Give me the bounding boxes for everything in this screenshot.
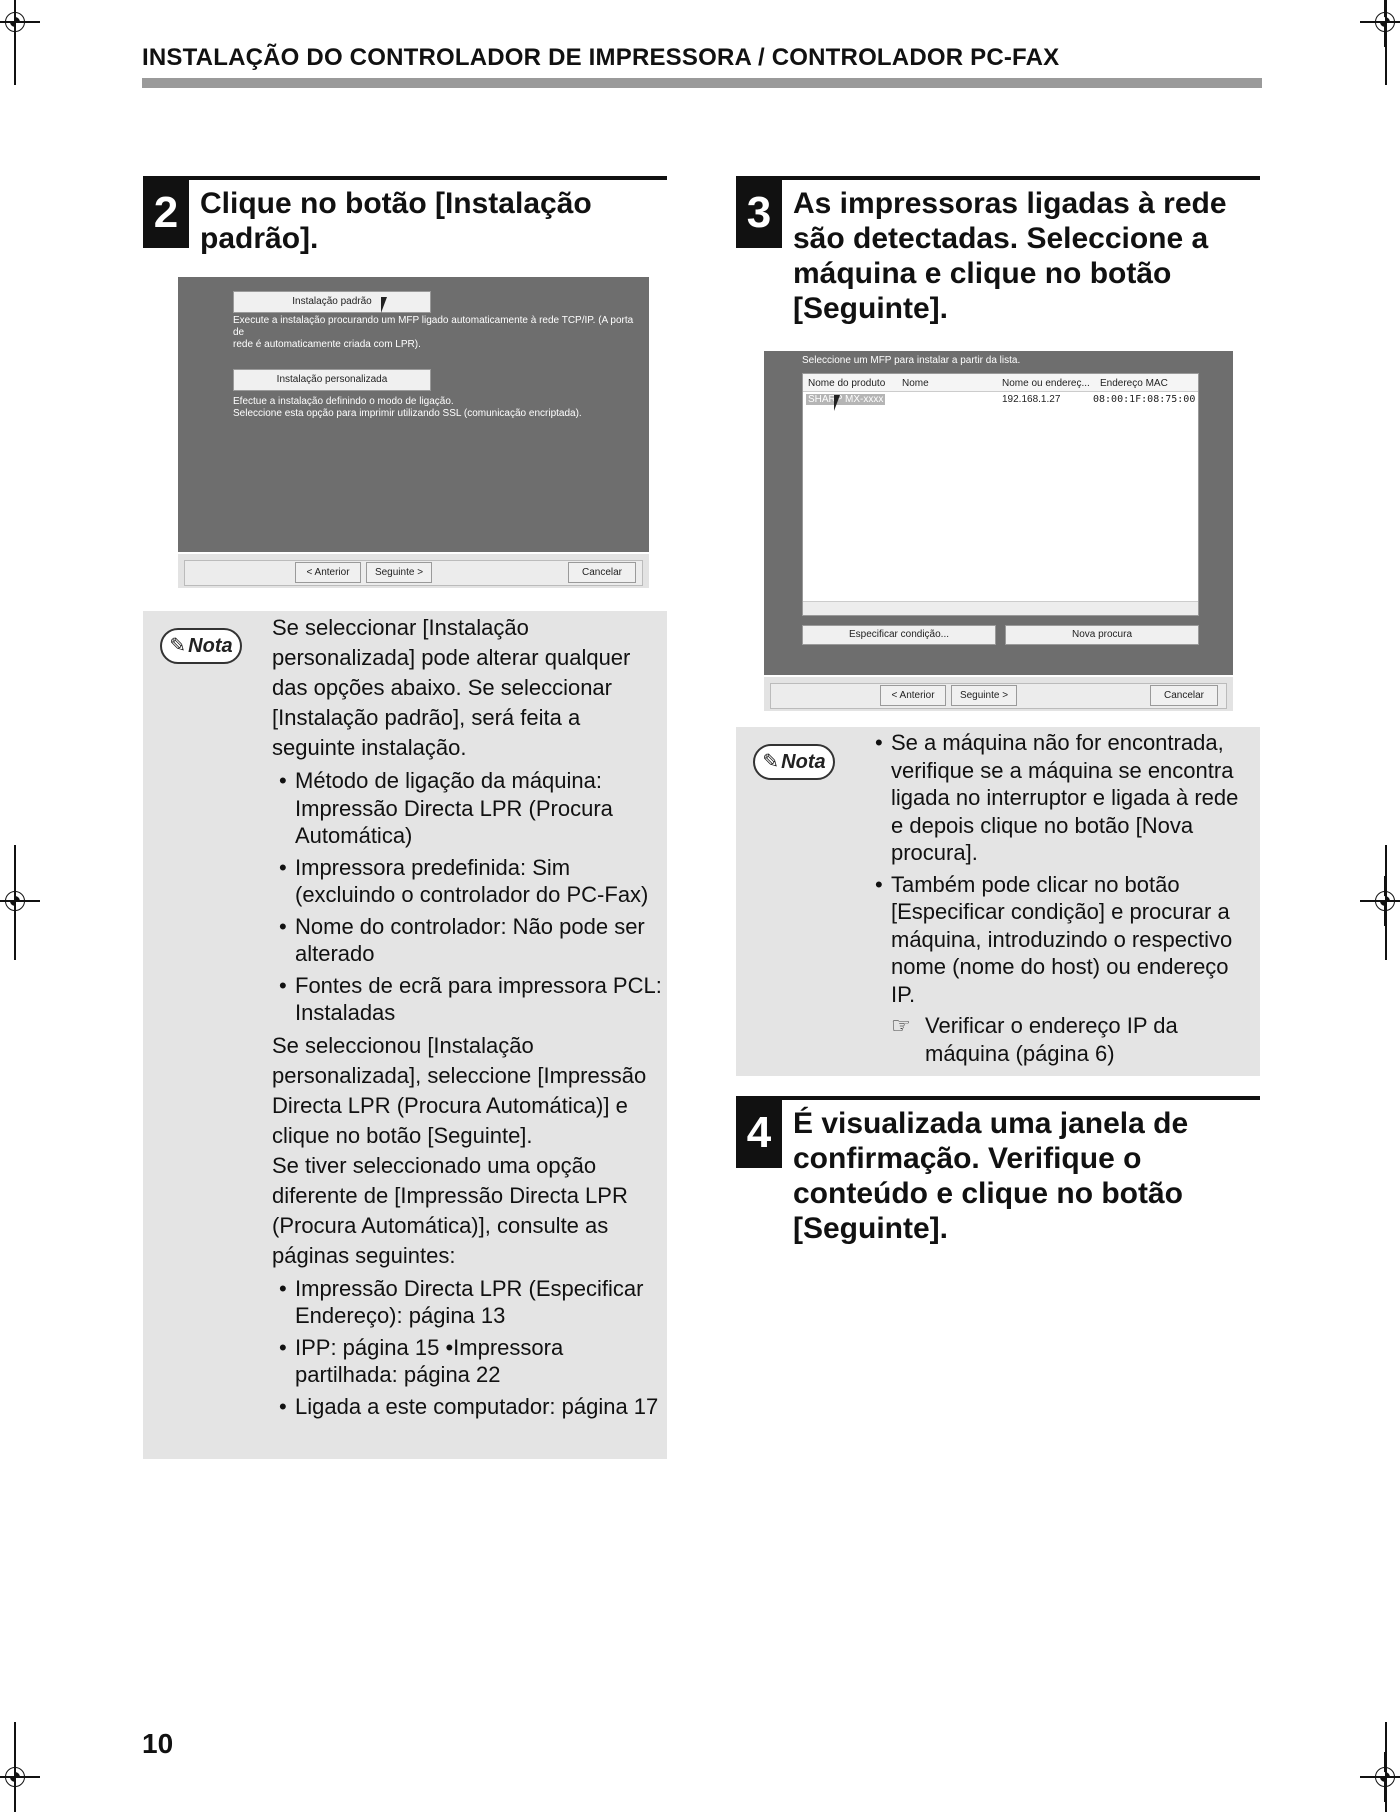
wizard-button-bar [764, 675, 1233, 711]
header-rule [142, 78, 1262, 88]
note-text [272, 613, 662, 1424]
back-button[interactable]: < Anterior [295, 562, 361, 583]
step-line: [Seguinte]. [793, 1212, 948, 1245]
nota-badge [160, 628, 242, 664]
step-number: 4 [736, 1100, 782, 1168]
custom-install-button[interactable]: Instalação personalizada [233, 369, 431, 391]
column-header[interactable]: Endereço MAC [1100, 378, 1168, 389]
mouse-cursor-icon [834, 395, 846, 411]
page-header-title: INSTALAÇÃO DO CONTROLADOR DE IMPRESSORA / CONTROLADOR PC-FAX [142, 44, 1060, 71]
step-line: conteúdo e clique no botão [793, 1177, 1183, 1210]
list-item: • Se a máquina não for encontrada, verifique se a máquina se encontra ligada no interruptor e ligada à rede e depois clique no botão [Nova procura]. [868, 729, 1256, 867]
crop-line [14, 845, 16, 960]
list-item: • Impressão Directa LPR (Especificar Endereço): página 13 [272, 1275, 662, 1330]
screenshot-install-type [178, 277, 649, 588]
crop-line [14, 1722, 16, 1812]
list-item: • Ligada a este computador: página 17 [272, 1393, 662, 1421]
step-line: [Seguinte]. [793, 292, 948, 325]
cell-address: 192.168.1.27 [1002, 394, 1061, 405]
step-number: 2 [143, 180, 189, 248]
note-box-step-3 [736, 727, 1260, 1076]
nota-label: Nota [781, 751, 826, 773]
column-header[interactable]: Nome ou endereç... [1002, 378, 1090, 389]
next-button[interactable]: Seguinte > [366, 562, 432, 583]
list-item: • Método de ligação da máquina: Impressão Directa LPR (Procura Automática) [272, 767, 662, 850]
cell-mac: 08:00:1F:08:75:00 [1093, 394, 1196, 405]
step-line: confirmação. Verifique o [793, 1142, 1142, 1175]
desc-line: Seleccione esta opção para imprimir utilizando SSL (comunicação encriptada). [233, 408, 582, 419]
crop-line [1385, 0, 1387, 85]
new-search-button[interactable]: Nova procura [1005, 625, 1199, 645]
standard-install-button[interactable]: Instalação padrão [233, 291, 431, 313]
cancel-button[interactable]: Cancelar [568, 562, 636, 583]
step-line: As impressoras ligadas à rede [793, 187, 1227, 220]
desc-line: Execute a instalação procurando um MFP ligado automaticamente à rede TCP/IP. (A porta de [233, 315, 634, 338]
horizontal-scrollbar[interactable] [803, 601, 1198, 615]
step-line: máquina e clique no botão [793, 257, 1172, 290]
note-bullet-list [272, 1275, 662, 1421]
screenshot-printer-list [764, 351, 1233, 711]
pointing-hand-icon: ☞ [891, 1013, 911, 1038]
note-text [868, 729, 1256, 1067]
desc-line: Efectue a instalação definindo o modo de ligação. [233, 396, 454, 407]
column-header[interactable]: Nome do produto [808, 378, 886, 389]
list-item: • Nome do controlador: Não pode ser alterado [272, 913, 662, 968]
list-item: • IPP: página 15 •Impressora partilhada: página 22 [272, 1334, 662, 1389]
pencil-icon: ✎ [169, 635, 187, 657]
custom-install-description [233, 396, 643, 420]
step-line: padrão]. [200, 222, 319, 255]
step-3-heading [736, 176, 1260, 326]
list-item: • Também pode clicar no botão [Especificar condição] e procurar a máquina, introduzindo o respectivo nome (nome do host) ou endereço IP. [868, 871, 1256, 1009]
step-2-heading [143, 176, 667, 256]
next-button[interactable]: Seguinte > [951, 685, 1017, 706]
table-row[interactable] [803, 394, 1198, 408]
specify-condition-button[interactable]: Especificar condição... [802, 625, 996, 645]
cell-product[interactable]: SHARP MX-xxxx [808, 394, 884, 405]
step-instruction [793, 1106, 1188, 1246]
step-line: É visualizada uma janela de [793, 1107, 1189, 1140]
desc-line: rede é automaticamente criada com LPR). [233, 339, 421, 350]
wizard-button-bar [178, 552, 649, 588]
pencil-icon: ✎ [762, 751, 780, 773]
crop-line [14, 0, 16, 85]
note-bullet-list [868, 729, 1256, 1008]
cross-reference[interactable] [891, 1012, 1256, 1067]
step-instruction [793, 186, 1227, 326]
mouse-cursor-icon [381, 297, 393, 313]
note-box-step-2 [143, 611, 667, 1459]
note-paragraph: Se seleccionou [Instalação personalizada], seleccione [Impressão Directa LPR (Procura Automática)] e clique no botão [Seguinte]. [272, 1032, 647, 1148]
printer-list[interactable] [802, 373, 1199, 616]
list-item: • Fontes de ecrã para impressora PCL: Instaladas [272, 972, 662, 1027]
step-line: são detectadas. Seleccione a [793, 222, 1209, 255]
column-header[interactable]: Nome [902, 378, 929, 389]
crop-line [1385, 845, 1387, 960]
cancel-button[interactable]: Cancelar [1150, 685, 1218, 706]
reference-text: Verificar o endereço IP da máquina (página 6) [925, 1013, 1178, 1066]
note-intro: Se seleccionar [Instalação personalizada] pode alterar qualquer das opções abaixo. Se seleccionar [Instalação padrão], será feita a seguinte instalação. [272, 615, 631, 760]
list-item: • Impressora predefinida: Sim (excluindo o controlador do PC-Fax) [272, 854, 662, 909]
page-number: 10 [142, 1728, 174, 1759]
list-prompt: Seleccione um MFP para instalar a partir da lista. [802, 355, 1021, 366]
step-number: 3 [736, 180, 782, 248]
step-4-heading [736, 1096, 1260, 1246]
nota-badge [753, 744, 835, 780]
step-line: Clique no botão [Instalação [200, 187, 592, 220]
back-button[interactable]: < Anterior [880, 685, 946, 706]
note-paragraph: Se tiver seleccionado uma opção diferente de [Impressão Directa LPR (Procura Automática)], consulte as páginas seguintes: [272, 1152, 628, 1268]
standard-install-description [233, 315, 643, 351]
list-header [803, 374, 1198, 392]
crop-line [1385, 1722, 1387, 1812]
nota-label: Nota [188, 635, 233, 657]
step-instruction [200, 186, 592, 256]
note-bullet-list [272, 767, 662, 1027]
